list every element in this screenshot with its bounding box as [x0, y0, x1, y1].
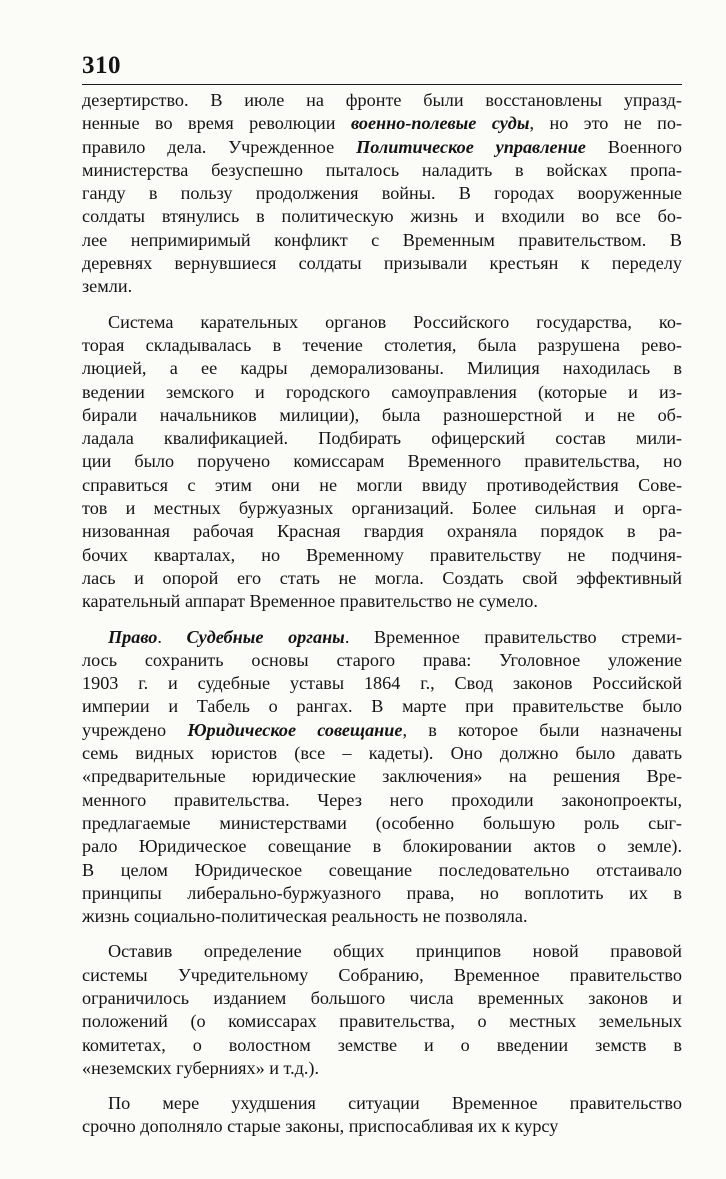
- text-run: , но это не по-: [529, 113, 682, 134]
- text-run: ненные во время революции: [82, 113, 351, 134]
- text-run: семь видных юристов (все – кадеты). Оно должно было давать: [82, 743, 682, 764]
- text-line: [82, 1092, 682, 1115]
- text-line: [82, 719, 682, 742]
- text-run: учреждено: [82, 719, 188, 740]
- text-line: [82, 404, 682, 427]
- text-body: [82, 89, 682, 1139]
- text-line: [82, 381, 682, 404]
- text-line: [82, 450, 682, 473]
- text-run: лась и опорой его стать не могла. Создать свой эффективный: [82, 567, 682, 588]
- text-line: [82, 695, 682, 718]
- text-line: [82, 275, 682, 298]
- text-line: [82, 474, 682, 497]
- text-run: рало Юридическое совещание в блокировании актов о земле).: [82, 836, 682, 857]
- text-run: В целом Юридическое совещание последовательно отстаивало: [82, 859, 682, 880]
- text-run: Оставив определение общих принципов новой правовой: [108, 941, 682, 962]
- page-number: 310: [82, 52, 121, 79]
- text-run: низованная рабочая Красная гвардия охраняла порядок в ра-: [82, 521, 682, 542]
- text-run: ведении земского и городского самоуправления (которые и из-: [82, 381, 682, 402]
- text-run: предлагаемые министерствами (особенно большую роль сыг-: [82, 812, 682, 833]
- text-line: [82, 89, 682, 112]
- emphasized-term: Политическое управление: [356, 136, 586, 157]
- text-run: торая складывалась в течение столетия, была разрушена рево-: [82, 334, 682, 355]
- text-line: [82, 520, 682, 543]
- text-line: [82, 1115, 682, 1138]
- text-line: [82, 544, 682, 567]
- text-line: [82, 859, 682, 882]
- paragraph: [82, 940, 682, 1080]
- paragraph: [82, 311, 682, 614]
- text-run: .: [157, 626, 187, 647]
- text-line: [82, 964, 682, 987]
- text-line: [82, 112, 682, 135]
- text-line: [82, 882, 682, 905]
- paragraph: [82, 1092, 682, 1139]
- text-line: [82, 1034, 682, 1057]
- text-run: лось сохранить основы старого права: Уголовное уложение: [82, 649, 682, 670]
- text-run: карательный аппарат Временное правительство не сумело.: [82, 591, 538, 612]
- text-line: [82, 940, 682, 963]
- text-line: [82, 252, 682, 275]
- text-run: Военного: [585, 136, 682, 157]
- text-line: [82, 427, 682, 450]
- text-line: [82, 987, 682, 1010]
- text-line: [82, 672, 682, 695]
- text-line: [82, 159, 682, 182]
- paragraph: [82, 89, 682, 299]
- text-run: правило дела. Учрежденное: [82, 136, 357, 157]
- text-line: [82, 626, 682, 649]
- text-run: срочно дополняло старые законы, приспосабливая их к курсу: [82, 1116, 559, 1137]
- text-line: [82, 334, 682, 357]
- text-run: ганду в пользу продолжения войны. В городах вооруженные: [82, 183, 682, 204]
- text-run: принципы либерально-буржуазного права, но воплотить их в: [82, 882, 682, 903]
- text-line: [82, 789, 682, 812]
- text-line: [82, 765, 682, 788]
- text-run: ограничилось изданием большого числа временных законов и: [82, 987, 682, 1008]
- text-run: Система карательных органов Российского государства, ко-: [108, 311, 682, 332]
- text-line: [82, 905, 682, 928]
- text-line: [82, 590, 682, 613]
- text-line: [82, 311, 682, 334]
- text-run: ладала квалификацией. Подбирать офицерский состав мили-: [82, 428, 682, 449]
- text-run: тов и местных буржуазных организаций. Более сильная и орга-: [82, 498, 682, 519]
- text-run: 1903 г. и судебные уставы 1864 г., Свод законов Российской: [82, 673, 682, 694]
- text-line: [82, 812, 682, 835]
- text-run: бирали начальников милиции), была разношерстной и не об-: [82, 404, 682, 425]
- text-line: [82, 205, 682, 228]
- text-run: солдаты втянулись в политическую жизнь и входили во все бо-: [82, 206, 682, 227]
- text-run: империи и Табель о рангах. В марте при правительстве было: [82, 696, 682, 717]
- emphasized-term: Право: [108, 626, 158, 647]
- text-run: люцией, а ее кадры деморализованы. Милиция находилась в: [82, 358, 682, 379]
- text-run: системы Учредительному Собранию, Временное правительство: [82, 964, 682, 985]
- text-line: [82, 229, 682, 252]
- text-run: «предварительные юридические заключения» на решения Вре-: [82, 766, 682, 787]
- text-run: лее непримиримый конфликт с Временным правительством. В: [82, 229, 682, 250]
- text-run: жизнь социально-политическая реальность не позволяла.: [82, 906, 528, 927]
- paragraph: [82, 626, 682, 929]
- emphasized-term: военно-полевые суды: [350, 113, 530, 134]
- emphasized-term: Судебные органы: [186, 626, 345, 647]
- text-run: . Временное правительство стреми-: [344, 626, 682, 647]
- text-line: [82, 497, 682, 520]
- text-run: земли.: [82, 276, 133, 297]
- text-line: [82, 1057, 682, 1080]
- text-line: [82, 835, 682, 858]
- text-run: министерства безуспешно пыталось наладить в войсках пропа-: [82, 159, 682, 180]
- text-line: [82, 742, 682, 765]
- text-run: По мере ухудшения ситуации Временное правительство: [108, 1093, 682, 1114]
- text-run: деревнях вернувшиеся солдаты призывали крестьян к переделу: [82, 253, 682, 274]
- header-rule: [82, 84, 682, 85]
- text-run: комитетах, о волостном земстве и о введении земств в: [82, 1034, 682, 1055]
- text-run: бочих кварталах, но Временному правительству не подчиня-: [82, 544, 682, 565]
- text-run: менного правительства. Через него проходили законопроекты,: [82, 789, 682, 810]
- text-line: [82, 649, 682, 672]
- text-line: [82, 567, 682, 590]
- text-line: [82, 357, 682, 380]
- text-run: , в которое были назначены: [402, 719, 682, 740]
- text-run: дезертирство. В июле на фронте были восстановлены упразд-: [82, 90, 682, 110]
- text-run: ции было поручено комиссарам Временного правительства, но: [82, 451, 682, 472]
- text-run: справиться с этим они не могли ввиду противодействия Сове-: [82, 474, 682, 495]
- text-line: [82, 182, 682, 205]
- text-run: положений (о комиссарах правительства, о местных земельных: [82, 1011, 682, 1032]
- text-run: «неземских губерниях» и т.д.).: [82, 1057, 320, 1078]
- book-page: [82, 52, 682, 1139]
- text-line: [82, 1010, 682, 1033]
- emphasized-term: Юридическое совещание: [187, 719, 403, 740]
- text-line: [82, 136, 682, 159]
